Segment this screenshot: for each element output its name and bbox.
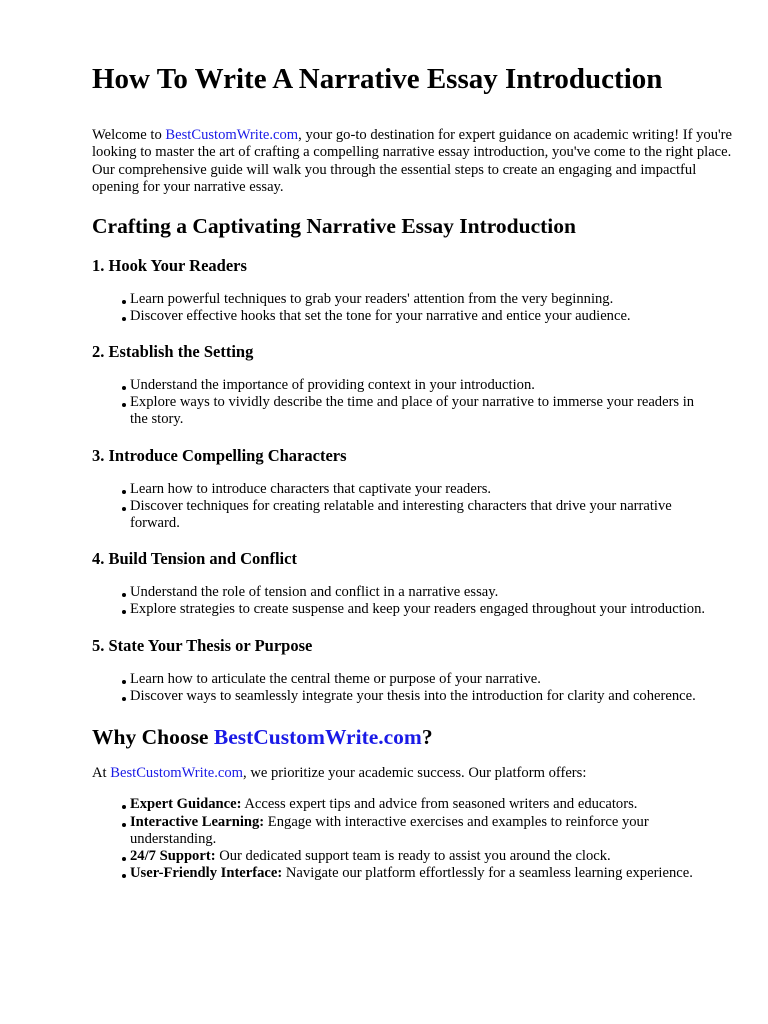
- section-characters: [92, 446, 706, 533]
- offer-label: User-Friendly Interface:: [130, 865, 283, 882]
- offer-text: Engage with interactive exercises and examples to reinforce your understanding.: [130, 813, 649, 847]
- offer-label: 24/7 Support:: [130, 848, 216, 865]
- list-item: Learn how to introduce characters that captivate your readers.: [130, 481, 715, 498]
- why-heading-after: ?: [421, 725, 433, 750]
- list-item: Learn how to articulate the central theme or purpose of your narrative.: [130, 671, 715, 688]
- why-heading-site-link[interactable]: BestCustomWrite.com: [213, 725, 422, 750]
- offers-intro-paragraph: [92, 765, 706, 782]
- bullet-list: [92, 377, 706, 429]
- offers-intro-site-link[interactable]: BestCustomWrite.com: [110, 765, 244, 782]
- why-heading-before: Why Choose: [92, 725, 214, 750]
- list-item: Understand the role of tension and conflict in a narrative essay.: [130, 584, 715, 601]
- intro-text-after: , your go-to destination for expert guidance on academic writing! If you're looking to master the art of crafting a compelling narrative essay introduction, you've come to the right place. Our comprehensive guide will walk you through the essential steps to create an engaging and impactful opening for your narrative essay.: [92, 127, 732, 196]
- section-heading: 2. Establish the Setting: [92, 342, 254, 362]
- list-item: Explore ways to vividly describe the time and place of your narrative to immerse your readers in the story.: [130, 394, 715, 428]
- bullet-list: [92, 481, 706, 533]
- section-heading: 4. Build Tension and Conflict: [92, 549, 297, 569]
- section-thesis: [92, 636, 706, 705]
- list-item: Explore strategies to create suspense and keep your readers engaged throughout your introduction.: [130, 601, 715, 618]
- offer-item: [130, 814, 715, 848]
- offer-item: [130, 865, 715, 882]
- offers-list: [92, 796, 706, 882]
- list-item: Learn powerful techniques to grab your readers' attention from the very beginning.: [130, 291, 715, 308]
- offers-intro-before: At: [92, 765, 111, 782]
- list-item: Discover ways to seamlessly integrate your thesis into the introduction for clarity and coherence.: [130, 688, 715, 705]
- offer-label: Expert Guidance:: [130, 796, 242, 813]
- offer-item: [130, 796, 715, 813]
- offers-intro-after: , we prioritize your academic success. Our platform offers:: [243, 765, 587, 782]
- page-title: How To Write A Narrative Essay Introduction: [92, 63, 663, 95]
- bullet-list: [92, 291, 706, 325]
- intro-text-before: Welcome to: [92, 127, 166, 143]
- list-item: Discover effective hooks that set the tone for your narrative and entice your audience.: [130, 308, 715, 325]
- list-item: Understand the importance of providing context in your introduction.: [130, 377, 715, 394]
- offer-text: Our dedicated support team is ready to assist you around the clock.: [215, 848, 611, 865]
- offer-item: [130, 848, 715, 865]
- why-choose-heading: [92, 724, 706, 750]
- offer-text: Navigate our platform effortlessly for a seamless learning experience.: [282, 865, 693, 882]
- section-heading: 5. State Your Thesis or Purpose: [92, 635, 313, 655]
- bullet-list: [92, 584, 706, 618]
- section-heading: 3. Introduce Compelling Characters: [92, 445, 347, 465]
- offer-text: Access expert tips and advice from seasoned writers and educators.: [241, 796, 638, 813]
- intro-site-link[interactable]: BestCustomWrite.com: [165, 127, 299, 143]
- section-heading: 1. Hook Your Readers: [92, 255, 247, 275]
- list-item: Discover techniques for creating relatable and interesting characters that drive your narrative forward.: [130, 498, 715, 532]
- section-tension: [92, 549, 706, 618]
- section-hook: [92, 256, 706, 325]
- section-setting: [92, 342, 706, 429]
- bullet-list: [92, 671, 706, 705]
- intro-paragraph: [92, 127, 732, 197]
- offer-label: Interactive Learning:: [130, 813, 265, 830]
- crafting-heading: Crafting a Captivating Narrative Essay Introduction: [92, 213, 576, 238]
